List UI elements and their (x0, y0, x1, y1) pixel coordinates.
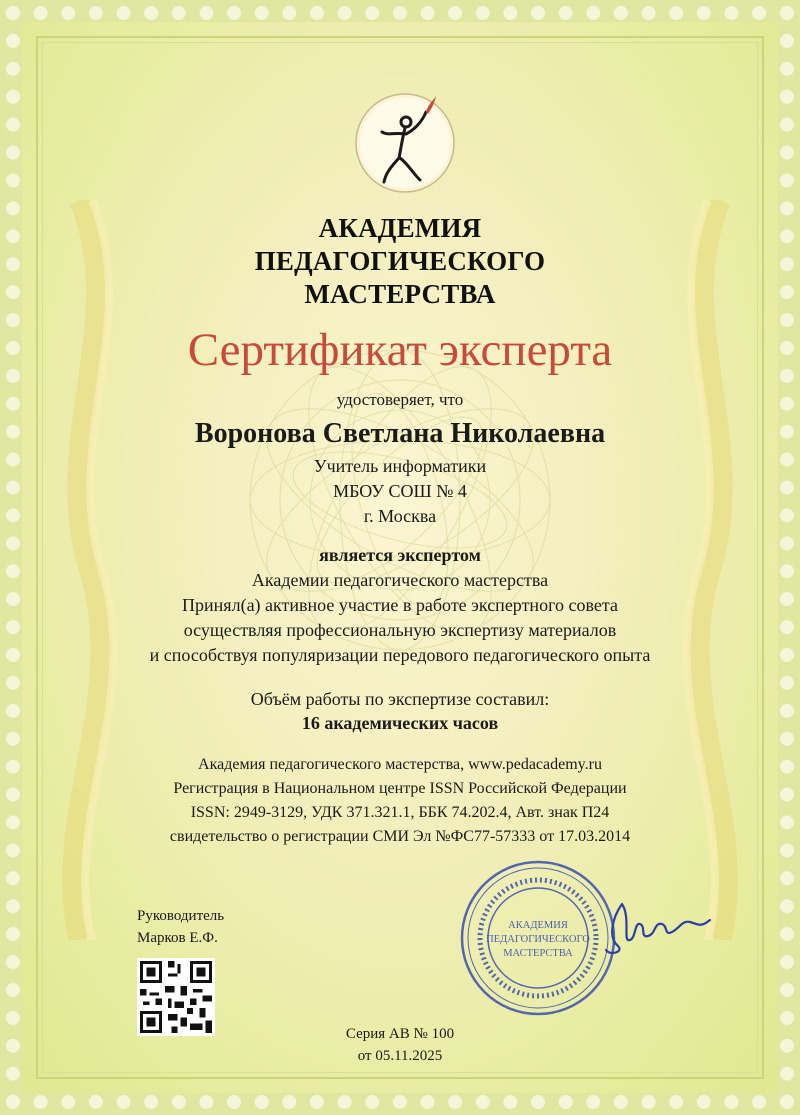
certificate-title: Сертификат эксперта (187, 324, 613, 376)
org-line-2: ПЕДАГОГИЧЕСКОГО (254, 246, 546, 276)
recipient-name: Воронова Светлана Николаевна (194, 418, 606, 449)
participation-text: Принял(а) активное участие в работе экспертного совета (182, 595, 618, 615)
reg-line-1: Академия педагогического мастерства, www.pedacademy.ru (198, 756, 602, 773)
dancer-figure-icon (354, 92, 456, 194)
recipient-city: г. Москва (363, 506, 437, 526)
registration-info (0, 753, 800, 849)
recipient-position: Учитель информатики (313, 456, 487, 476)
academy-text: Академии педагогического мастерства (251, 570, 549, 590)
issue-date: от 05.11.2025 (357, 1048, 443, 1064)
series-number: Серия АВ № 100 (345, 1026, 455, 1042)
series-block (0, 1023, 800, 1067)
director-block (137, 905, 224, 949)
reg-line-4: свидетельство о регистрации СМИ Эл №ФС77-57333 от 17.03.2014 (169, 828, 631, 845)
volume-label: Объём работы по экспертизе составил: (250, 689, 550, 709)
reg-line-2: Регистрация в Национальном центре ISSN Российской Федерации (173, 780, 627, 797)
stamp-line-3: МАСТЕРСТВА (503, 948, 573, 959)
popularization-text: и способствуя популяризации передового педагогического опыта (149, 645, 651, 665)
stamp-line-2: ПЕДАГОГИЧЕСКОГО (486, 934, 590, 945)
expertise-text: осуществляя профессиональную экспертизу материалов (183, 620, 617, 640)
work-volume (0, 687, 800, 735)
org-line-3: МАСТЕРСТВА (304, 279, 496, 309)
expert-statement (0, 543, 800, 668)
volume-value: 16 академических часов (301, 713, 499, 733)
reg-line-3: ISSN: 2949-3129, УДК 371.321.1, ББК 74.202.4, Авт. знак П24 (190, 804, 610, 821)
organization-name (0, 212, 800, 311)
certifies-text: удостоверяет, что (336, 390, 464, 409)
stamp-line-1: АКАДЕМИЯ (508, 920, 568, 931)
official-stamp (458, 858, 618, 1018)
director-name: Марков Е.Ф. (137, 930, 218, 946)
director-signature (604, 898, 716, 960)
director-title: Руководитель (137, 908, 225, 924)
recipient-info (0, 454, 800, 529)
is-expert-text: является экспертом (319, 545, 481, 565)
org-line-1: АКАДЕМИЯ (318, 213, 482, 243)
recipient-school: МБОУ СОШ № 4 (333, 481, 467, 501)
